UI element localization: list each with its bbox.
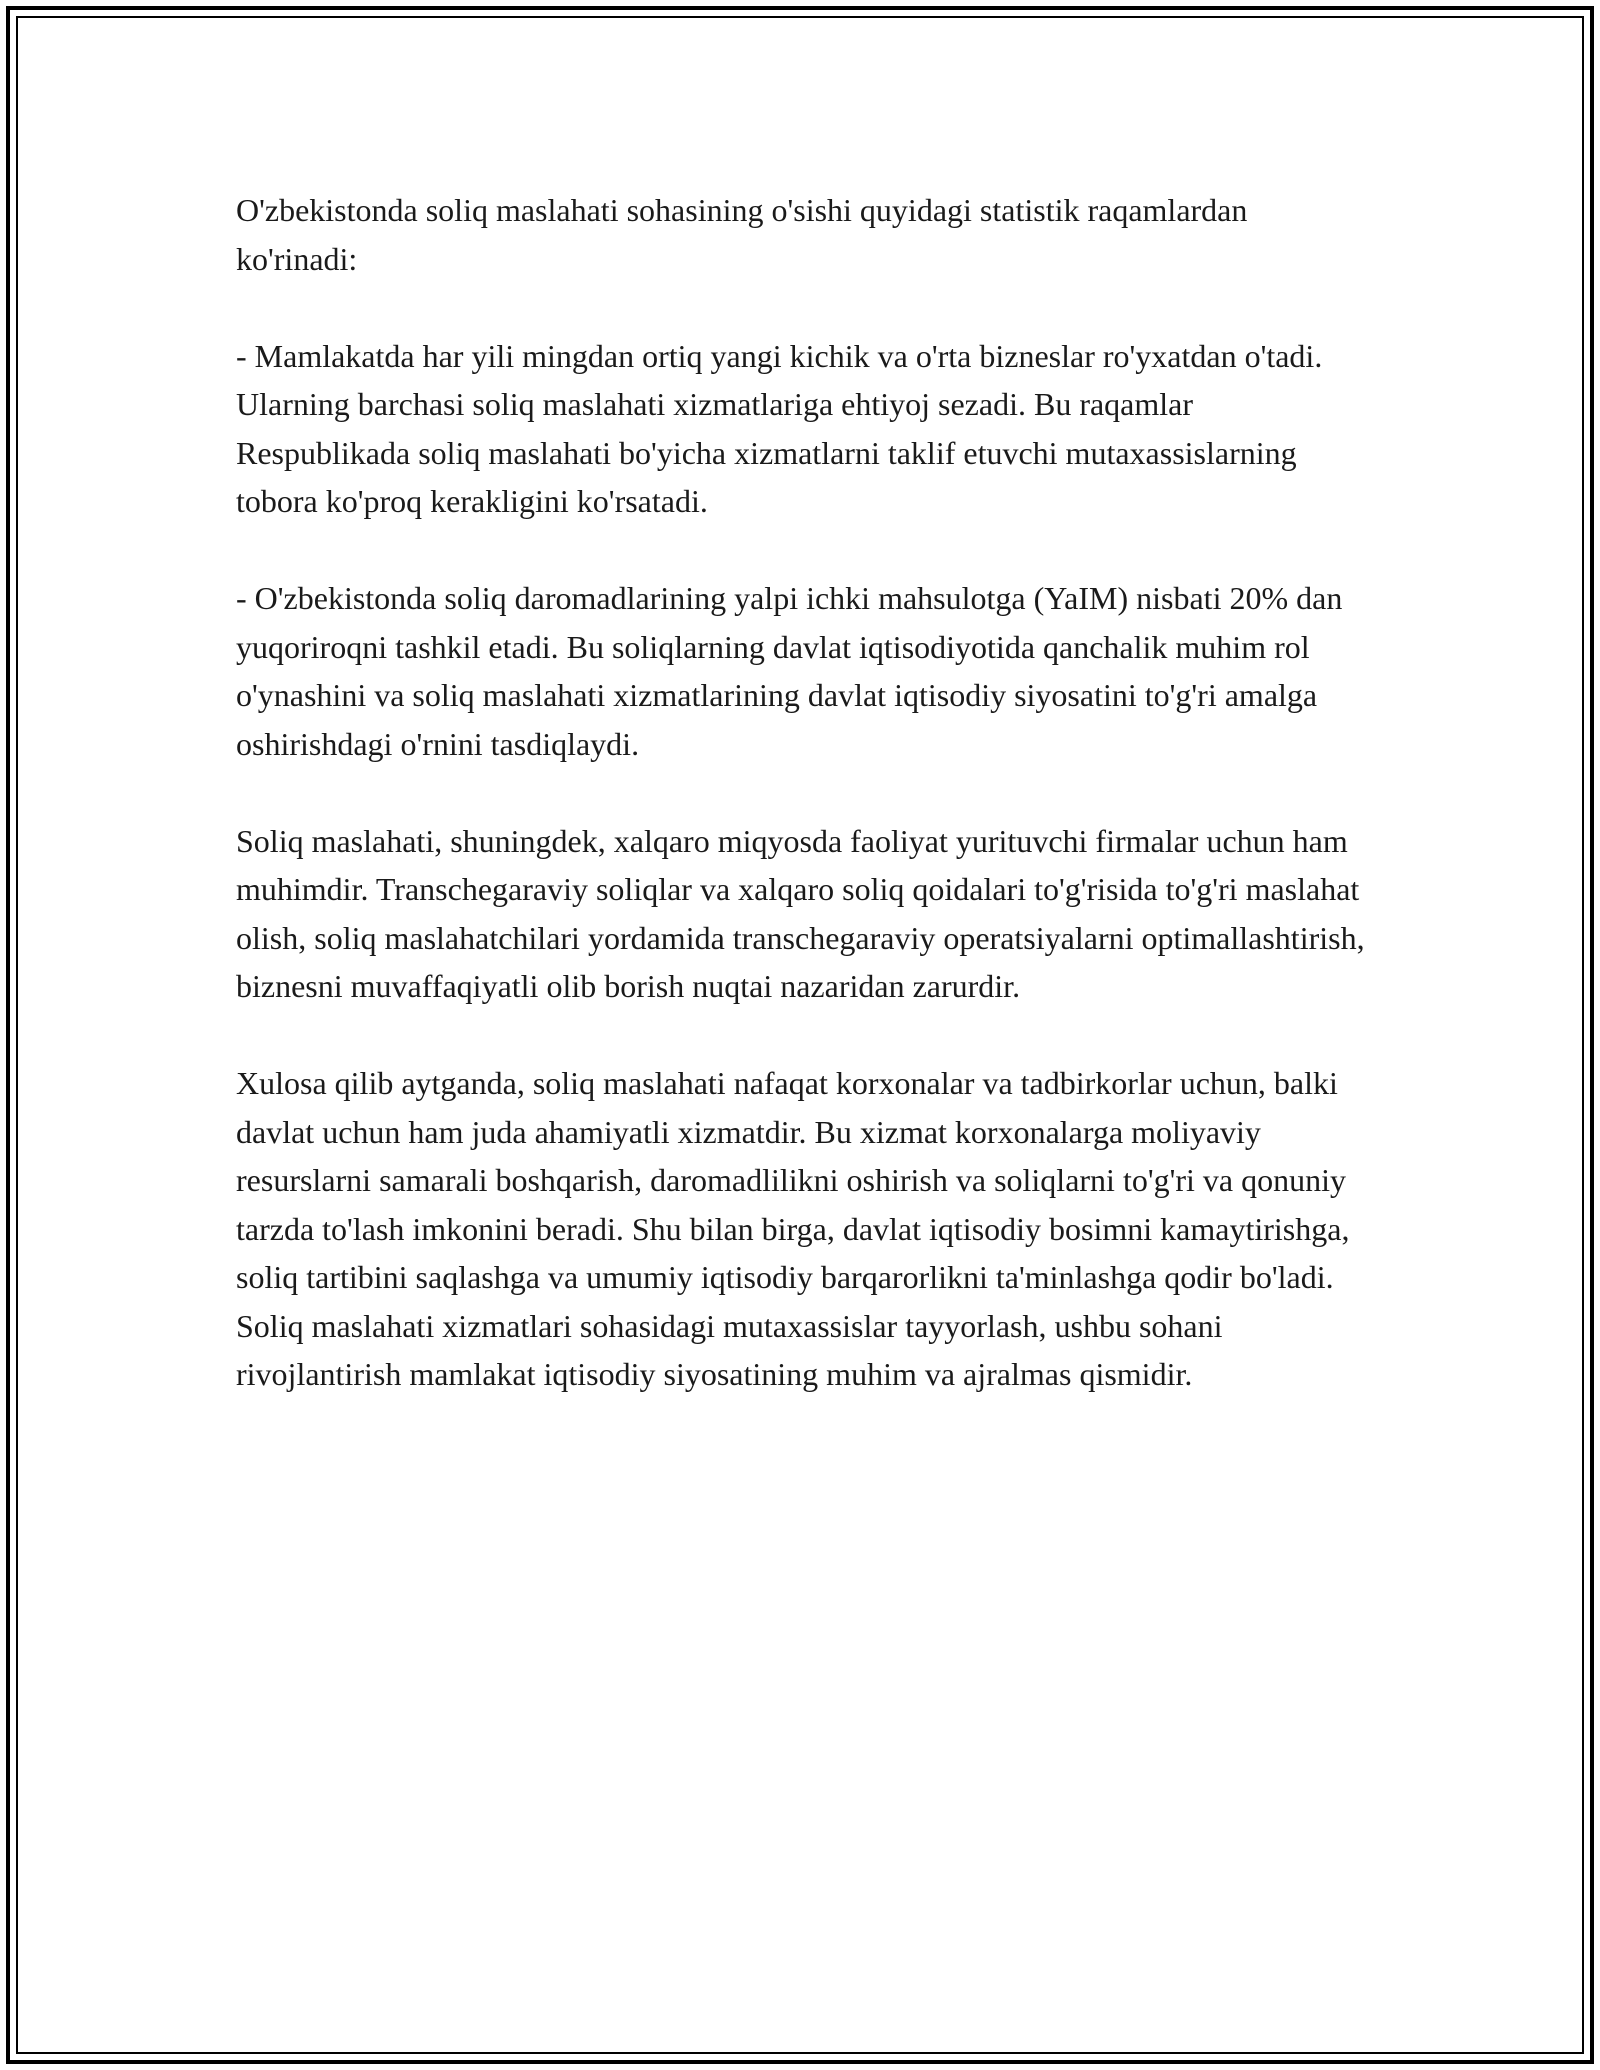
paragraph-bullet-tax-revenue: - O'zbekistonda soliq daromadlarining yalpi ichki mahsulotga (YaIM) nisbati 20% dan yuqoriroqni tashkil etadi. Bu soliqlarning davlat iqtisodiyotida qanchalik muhim rol o'ynashini va soliq maslahati xizmatlarining davlat iqtisodiy siyosatini to'g'ri amalga oshirishdagi o'rnini tasdiqlaydi. xyxy=(236,580,1343,762)
paragraph-intro: O'zbekistonda soliq maslahati sohasining o'sishi quyidagi statistik raqamlardan ko'rinadi: xyxy=(236,192,1248,277)
paragraph-bullet-businesses: - Mamlakatda har yili mingdan ortiq yangi kichik va o'rta bizneslar ro'yxatdan o'tadi. Ularning barchasi soliq maslahati xizmatlariga ehtiyoj sezadi. Bu raqamlar Respublikada soliq maslahati bo'yicha xizmatlarni taklif etuvchi mutaxassislarning tobora ko'proq kerakligini ko'rsatadi. xyxy=(236,337,1323,519)
document-body xyxy=(236,186,1366,1399)
paragraph-international: Soliq maslahati, shuningdek, xalqaro miqyosda faoliyat yurituvchi firmalar uchun ham muhimdir. Transchegaraviy soliqlar va xalqaro soliq qoidalari to'g'risida to'g'ri maslahat olish, soliq maslahatchilari yordamida transchegaraviy operatsiyalarni optimallashtirish, biznesni muvaffaqiyatli olib borish nuqtai nazaridan zarurdir. xyxy=(236,822,1365,1004)
paragraph-conclusion: Xulosa qilib aytganda, soliq maslahati nafaqat korxonalar va tadbirkorlar uchun, balki davlat uchun ham juda ahamiyatli xizmatdir. Bu xizmat korxonalarga moliyaviy resurslarni samarali boshqarish, daromadlilikni oshirish va soliqlarni to'g'ri va qonuniy tarzda to'lash imkonini beradi. Shu bilan birga, davlat iqtisodiy bosimni kamaytirishga, soliq tartibini saqlashga va umumiy iqtisodiy barqarorlikni ta'minlashga qodir bo'ladi. Soliq maslahati xizmatlari sohasidagi mutaxassislar tayyorlash, ushbu sohani rivojlantirish mamlakat iqtisodiy siyosatining muhim va ajralmas qismidir. xyxy=(236,1065,1350,1392)
